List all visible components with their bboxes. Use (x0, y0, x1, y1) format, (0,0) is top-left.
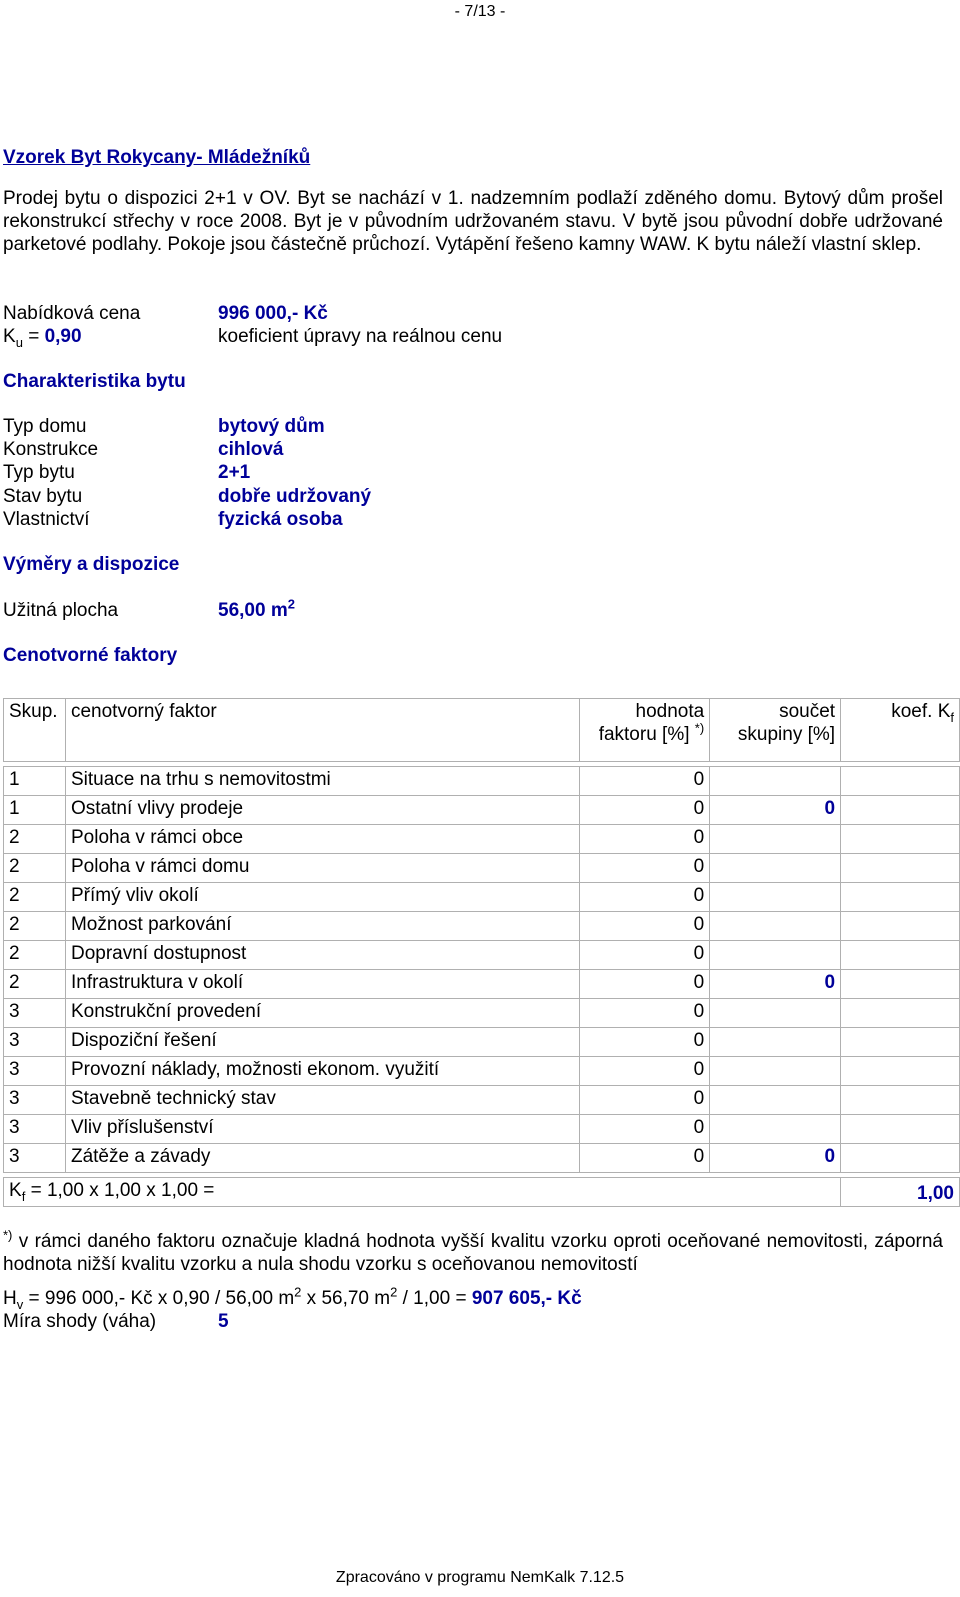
hv-formula: $H_v = 996$ 000,- Kč x 0,90 / 56,00 $m^2$ x 56,70 $m^2 / 1,00 = 907$ 605,- Kč (3, 1284, 582, 1312)
table-row (4, 1144, 960, 1173)
cell-koef (841, 1086, 960, 1115)
cell-soucet (710, 1057, 841, 1086)
footer: Zpracováno v programu NemKalk 7.12.5 (335, 1569, 625, 1586)
cell-hodnota: 0 (580, 796, 710, 825)
cell-faktor: Poloha v rámci obce (65, 825, 579, 854)
cell-skup: 3 (4, 1028, 66, 1057)
cell-hodnota: 0 (580, 854, 710, 883)
char-value: 2+1 (218, 462, 251, 483)
char-label: Typ bytu (3, 462, 75, 483)
price-label: Nabídková cena (3, 303, 141, 324)
char-value: bytový dům (218, 416, 325, 437)
page-number: - 7/13 - (454, 3, 506, 20)
char-label: Konstrukce (3, 439, 99, 460)
table-row (4, 912, 960, 941)
cell-soucet: 0 (710, 1144, 841, 1173)
table-row (4, 970, 960, 999)
header-skup: Skup. (4, 699, 66, 762)
cell-soucet (710, 1086, 841, 1115)
char-value: dobře udržovaný (218, 486, 372, 507)
table-row (4, 825, 960, 854)
cell-hodnota: 0 (580, 999, 710, 1028)
char-value: fyzická osoba (218, 509, 343, 530)
cell-faktor: Poloha v rámci domu (65, 854, 579, 883)
cell-faktor: Možnost parkování (65, 912, 579, 941)
char-value: cihlová (218, 439, 284, 460)
cell-koef (841, 854, 960, 883)
cell-soucet: 0 (710, 970, 841, 999)
cell-hodnota: 0 (580, 1057, 710, 1086)
cell-hodnota: 0 (580, 1086, 710, 1115)
cell-skup: 2 (4, 883, 66, 912)
cell-skup: 2 (4, 970, 66, 999)
charakteristika-heading: Charakteristika bytu (3, 371, 186, 392)
table-row (4, 1057, 960, 1086)
cell-skup: 2 (4, 941, 66, 970)
ku-value: 0,90 (44, 326, 82, 347)
cell-koef (841, 1115, 960, 1144)
cell-soucet (710, 883, 841, 912)
cell-faktor: Zátěže a závady (65, 1144, 579, 1173)
table-row (4, 1028, 960, 1057)
faktory-heading: Cenotvorné faktory (3, 645, 178, 666)
cell-koef (841, 1144, 960, 1173)
cell-soucet (710, 1028, 841, 1057)
cell-faktor: Přímý vliv okolí (65, 883, 579, 912)
cell-skup: 2 (4, 912, 66, 941)
header-soucet: součet skupiny [%] (710, 699, 841, 762)
table-row (4, 1115, 960, 1144)
cell-koef (841, 912, 960, 941)
table-row (4, 999, 960, 1028)
cell-faktor: Provozní náklady, možnosti ekonom. využití (65, 1057, 579, 1086)
shoda-value: 5 (218, 1311, 229, 1332)
cell-hodnota: 0 (580, 767, 710, 796)
table-row (4, 1086, 960, 1115)
cell-skup: 3 (4, 999, 66, 1028)
cell-skup: 1 (4, 767, 66, 796)
cell-hodnota: 0 (580, 970, 710, 999)
table-row (4, 854, 960, 883)
cell-hodnota: 0 (580, 912, 710, 941)
cell-skup: 3 (4, 1144, 66, 1173)
table-row (4, 941, 960, 970)
cell-soucet (710, 854, 841, 883)
description: Prodej bytu o dispozici 2+1 v OV. Byt se nachází v 1. nadzemním podlaží zděného domu. Bytový dům prošel rekonstrukcí střechy v roce 2008. Byt je v původním udržovaném stavu. V bytě jsou původní dobře udržované parketové podlahy. Pokoje jsou částečně průchozí. Vytápění řešeno kamny WAW. K bytu náleží vlastní sklep. (3, 188, 943, 255)
cell-hodnota: 0 (580, 941, 710, 970)
cell-skup: 2 (4, 854, 66, 883)
cell-koef (841, 999, 960, 1028)
cell-hodnota: 0 (580, 883, 710, 912)
table-row (4, 796, 960, 825)
cell-skup: 3 (4, 1115, 66, 1144)
cell-soucet: 0 (710, 796, 841, 825)
cell-skup: 3 (4, 1086, 66, 1115)
cell-koef (841, 825, 960, 854)
cell-faktor: Dispoziční řešení (65, 1028, 579, 1057)
cell-faktor: Dopravní dostupnost (65, 941, 579, 970)
cell-soucet (710, 999, 841, 1028)
cell-faktor: Ostatní vlivy prodeje (65, 796, 579, 825)
cell-hodnota: 0 (580, 1115, 710, 1144)
cell-soucet (710, 1115, 841, 1144)
char-label: Vlastnictví (3, 509, 90, 530)
header-hodnota: hodnota faktoru [%] *) (580, 699, 710, 762)
cell-skup: 3 (4, 1057, 66, 1086)
cell-skup: 1 (4, 796, 66, 825)
header-faktor: cenotvorný faktor (65, 699, 579, 762)
table-row (4, 883, 960, 912)
uzitna-plocha-value: 56,00 $m^2$ (218, 596, 295, 621)
price-value: 996 000,- Kč (218, 303, 328, 324)
kf-row (4, 1178, 960, 1207)
ku-label: $K_u = 0,90$ (3, 326, 82, 350)
faktory-table (3, 698, 960, 1207)
kf-formula: $K_f = 1,00$ x 1,00 x 1,00 = (4, 1178, 841, 1207)
char-label: Typ domu (3, 416, 87, 437)
cell-hodnota: 0 (580, 825, 710, 854)
cell-koef (841, 767, 960, 796)
hv-result: 907 605,- Kč (471, 1288, 582, 1309)
kf-value: 1,00 (841, 1178, 960, 1207)
cell-soucet (710, 767, 841, 796)
uzitna-plocha-label: Užitná plocha (3, 600, 119, 621)
cell-soucet (710, 941, 841, 970)
table-header-row (4, 699, 960, 762)
cell-koef (841, 941, 960, 970)
cell-koef (841, 796, 960, 825)
vymery-heading: Výměry a dispozice (3, 554, 180, 575)
cell-faktor: Vliv příslušenství (65, 1115, 579, 1144)
cell-faktor: Stavebně technický stav (65, 1086, 579, 1115)
cell-skup: 2 (4, 825, 66, 854)
cell-faktor: Situace na trhu s nemovitostmi (65, 767, 579, 796)
cell-hodnota: 0 (580, 1144, 710, 1173)
sample-title: Vzorek Byt Rokycany- Mládežníků (3, 147, 311, 168)
cell-koef (841, 1028, 960, 1057)
header-koef: koef. $K_f$ (841, 699, 960, 762)
char-label: Stav bytu (3, 486, 83, 507)
cell-hodnota: 0 (580, 1028, 710, 1057)
shoda-label: Míra shody (váha) (3, 1311, 157, 1332)
cell-soucet (710, 825, 841, 854)
cell-faktor: Infrastruktura v okolí (65, 970, 579, 999)
ku-description: koeficient úpravy na reálnou cenu (218, 326, 503, 347)
cell-faktor: Konstrukční provedení (65, 999, 579, 1028)
table-row (4, 767, 960, 796)
cell-koef (841, 970, 960, 999)
cell-soucet (710, 912, 841, 941)
cell-koef (841, 1057, 960, 1086)
cell-koef (841, 883, 960, 912)
footnote: *) v rámci daného faktoru označuje kladná hodnota vyšší kvalitu vzorku oproti oceňované nemovitosti, záporná hodnota nižší kvalitu vzorku a nula shodu vzorku s oceňovanou nemovitostí (3, 1227, 943, 1275)
